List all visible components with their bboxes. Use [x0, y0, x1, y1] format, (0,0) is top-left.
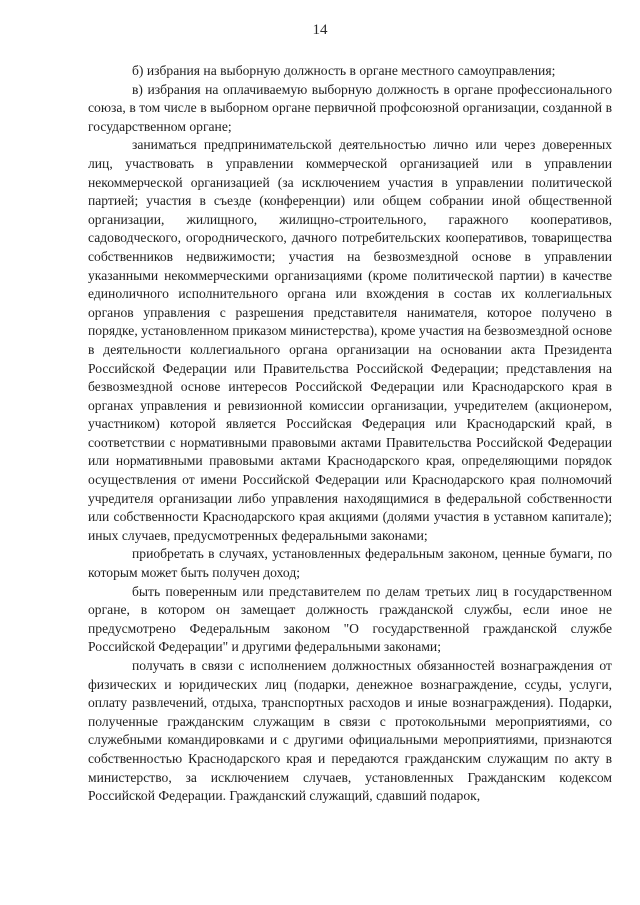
- page-number: 14: [312, 22, 328, 38]
- paragraph-representative-restriction: быть поверенным или представителем по делам третьих лиц в государственном органе, в котором он замещает должность гражданской службы, если иное не предусмотрено Федеральным законом "О государственной гражданской службе Российской Федерации" и другими федеральными законами;: [88, 583, 612, 655]
- paragraph-securities-restriction: приобретать в случаях, установленных федеральным законом, ценные бумаги, по которым может быть получен доход;: [88, 546, 612, 581]
- paragraph-gifts-restriction: получать в связи с исполнением должностных обязанностей вознаграждения от физических и юридических лиц (подарки, денежное вознаграждение, ссуды, услуги, оплату развлечений, отдыха, транспортных расходов и иные вознаграждения). Подарки, полученные гражданским служащим в связи с протокольными мероприятиями, со служебными командировками и с другими официальными мероприятиями, признаются собственностью Краснодарского края и передаются гражданским служащим по акту в министерство, за исключением случаев, установленных Гражданским кодексом Российской Федерации. Гражданский служащий, сдавший подарок,: [88, 658, 612, 804]
- paragraph-election-local-government: б) избрания на выборную должность в органе местного самоуправления;: [132, 63, 556, 78]
- paragraph-election-trade-union: в) избрания на оплачиваемую выборную должность в органе профессионального союза, в том числе в выборном органе первичной профсоюзной организации, созданной в государственном органе;: [88, 81, 612, 134]
- document-body: [88, 62, 612, 806]
- paragraph-business-activity-restriction: заниматься предпринимательской деятельностью лично или через доверенных лиц, участвовать в управлении коммерческой организацией или в управлении некоммерческой организацией (за исключением участия в управлении политической партией; участия в съезде (конференции) или общем собрании иной общественной организации, жилищного, жилищно-строительного, гаражного кооперативов, садоводческого, огороднического, дачного потребительских кооперативов, товарищества собственников недвижимости; участия на безвозмездной основе в управлении указанными некоммерческими организациями (кроме политической партии) в качестве единоличного исполнительного органа или вхождения в состав их коллегиальных органов управления с разрешения представителя нанимателя, которое получено в порядке, установленном приказом министерства), кроме участия на безвозмездной основе в деятельности коллегиального органа организации на основании акта Президента Российской Федерации или Правительства Российской Федерации; представления на безвозмездной основе интересов Российской Федерации или Краснодарского края в органах управления и ревизионной комиссии организации, учредителем (акционером, участником) которой является Российская Федерация или Краснодарский край, в соответствии с нормативными правовыми актами Правительства Российской Федерации или нормативными правовыми актами Краснодарского края, определяющими порядок осуществления от имени Российской Федерации или Краснодарского края полномочий учредителя организации либо управления находящимися в федеральной собственности или собственности Краснодарского края акциями (долями участия в уставном капитале); иных случаев, предусмотренных федеральными законами;: [88, 137, 612, 543]
